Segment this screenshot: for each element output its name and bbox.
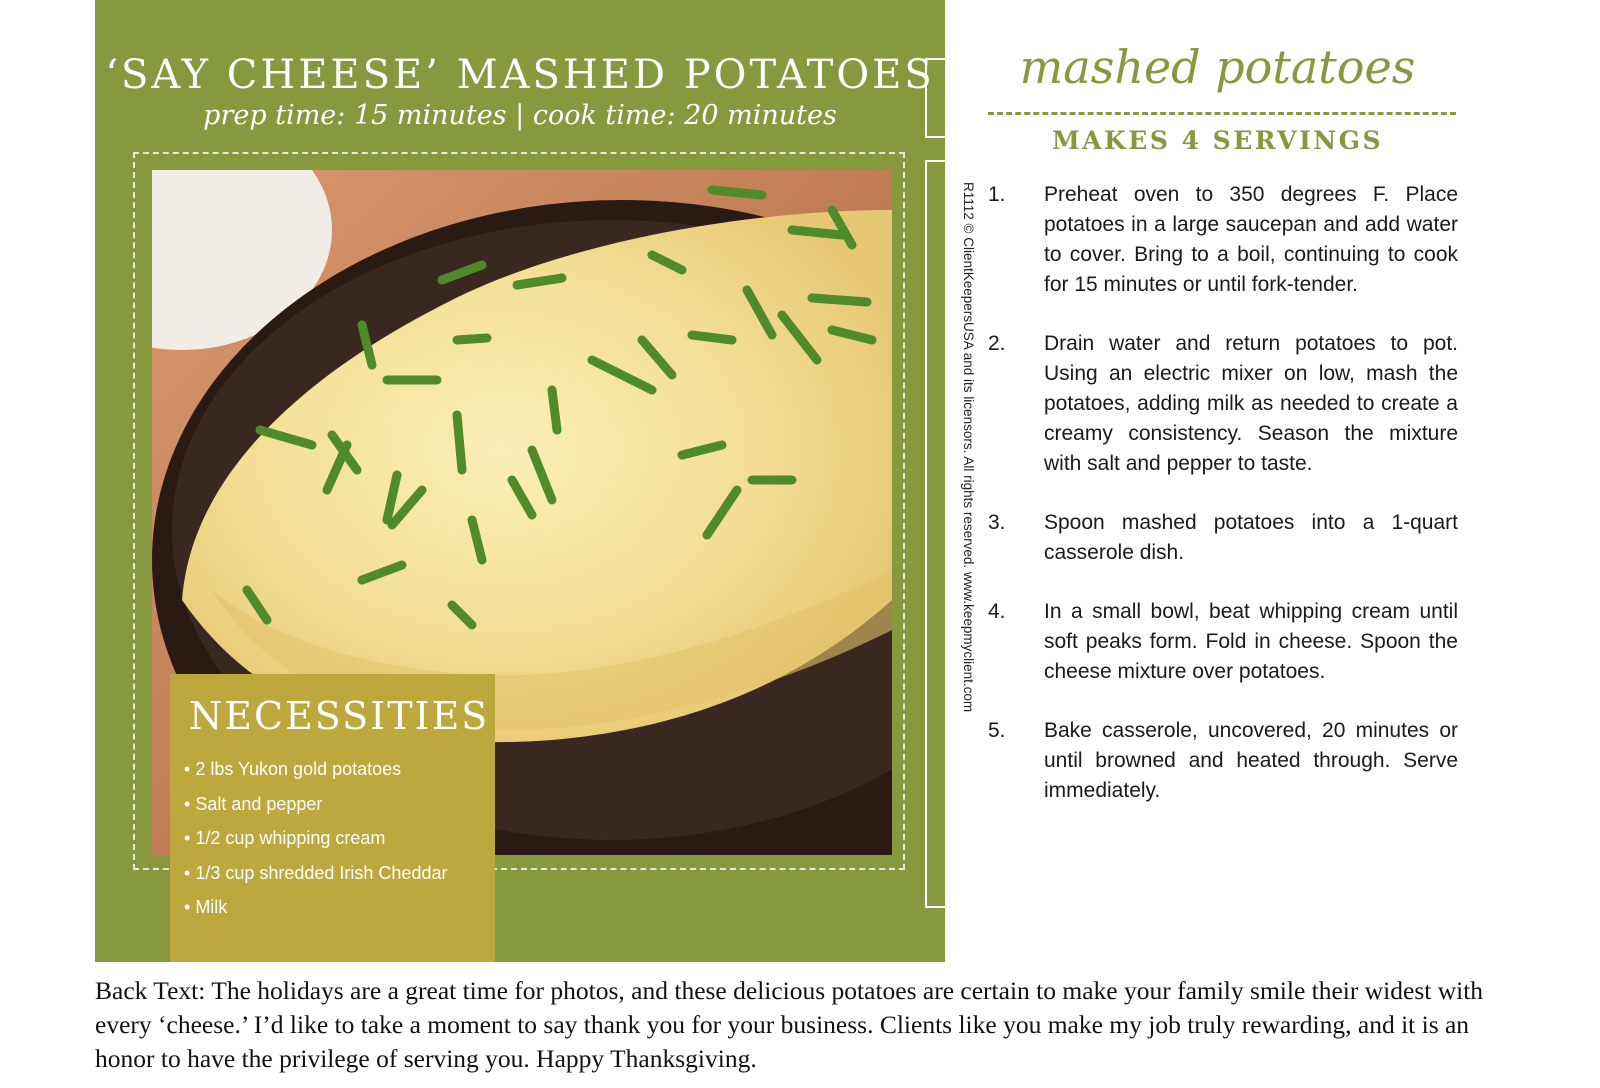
ingredient-item: • Salt and pepper: [184, 787, 447, 822]
step-number: 1.: [988, 183, 1006, 206]
step-text: Drain water and return potatoes to pot. Using an electric mixer on low, mash the potatoes, adding milk as needed to create a creamy consistency. Season the mixture with salt and pepper to taste.: [1044, 332, 1458, 475]
script-title: mashed potatoes: [1019, 40, 1416, 94]
servings-label: MAKES 4 SERVINGS: [1051, 126, 1384, 155]
step-number: 4.: [988, 600, 1006, 623]
step-text: Bake casserole, uncovered, 20 minutes or until browned and heated through. Serve immediately.: [1044, 719, 1458, 802]
ingredient-item: • 1/2 cup whipping cream: [184, 821, 447, 856]
ingredient-item: • 1/3 cup shredded Irish Cheddar: [184, 856, 447, 891]
ingredient-item: • Milk: [184, 890, 447, 925]
recipe-step: [988, 508, 1458, 568]
copyright-text: R1112 © ClientKeepersUSA and its licensors. All rights reserved. www.keepmyclient.com: [961, 182, 976, 713]
bracket-main: [925, 160, 945, 908]
step-text: In a small bowl, beat whipping cream until soft peaks form. Fold in cheese. Spoon the cheese mixture over potatoes.: [1044, 600, 1458, 683]
recipe-steps: [988, 180, 1458, 835]
step-number: 3.: [988, 511, 1006, 534]
step-text: Preheat oven to 350 degrees F. Place potatoes in a large saucepan and add water to cover. Bring to a boil, continuing to cook for 15 minutes or until fork-tender.: [1044, 183, 1458, 296]
copyright-notice: [958, 182, 976, 782]
necessities-box: [170, 674, 495, 962]
necessities-title: NECESSITIES: [189, 694, 490, 738]
ingredients-list: [184, 752, 447, 925]
recipe-step: [988, 329, 1458, 479]
step-number: 5.: [988, 719, 1006, 742]
recipe-step: [988, 716, 1458, 806]
recipe-step: [988, 597, 1458, 687]
back-text: Back Text: The holidays are a great time for photos, and these delicious potatoes are certain to make your family smile their widest with every ‘cheese.’ I’d like to take a moment to say thank you for your business. Clients like you make my job truly rewarding, and it is an honor to have the privilege of serving you. Happy Thanksgiving.: [95, 976, 1484, 1073]
step-text: Spoon mashed potatoes into a 1-quart casserole dish.: [1044, 511, 1458, 564]
ingredient-item: • 2 lbs Yukon gold potatoes: [184, 752, 447, 787]
recipe-title: ‘SAY CHEESE’ MASHED POTATOES: [105, 52, 935, 98]
prep-cook-time: prep time: 15 minutes | cook time: 20 minutes: [203, 100, 837, 131]
step-number: 2.: [988, 332, 1006, 355]
dotted-divider: [988, 112, 1456, 115]
recipe-step: [988, 180, 1458, 300]
recipe-card-front: [95, 0, 945, 962]
bracket-top: [925, 58, 945, 138]
